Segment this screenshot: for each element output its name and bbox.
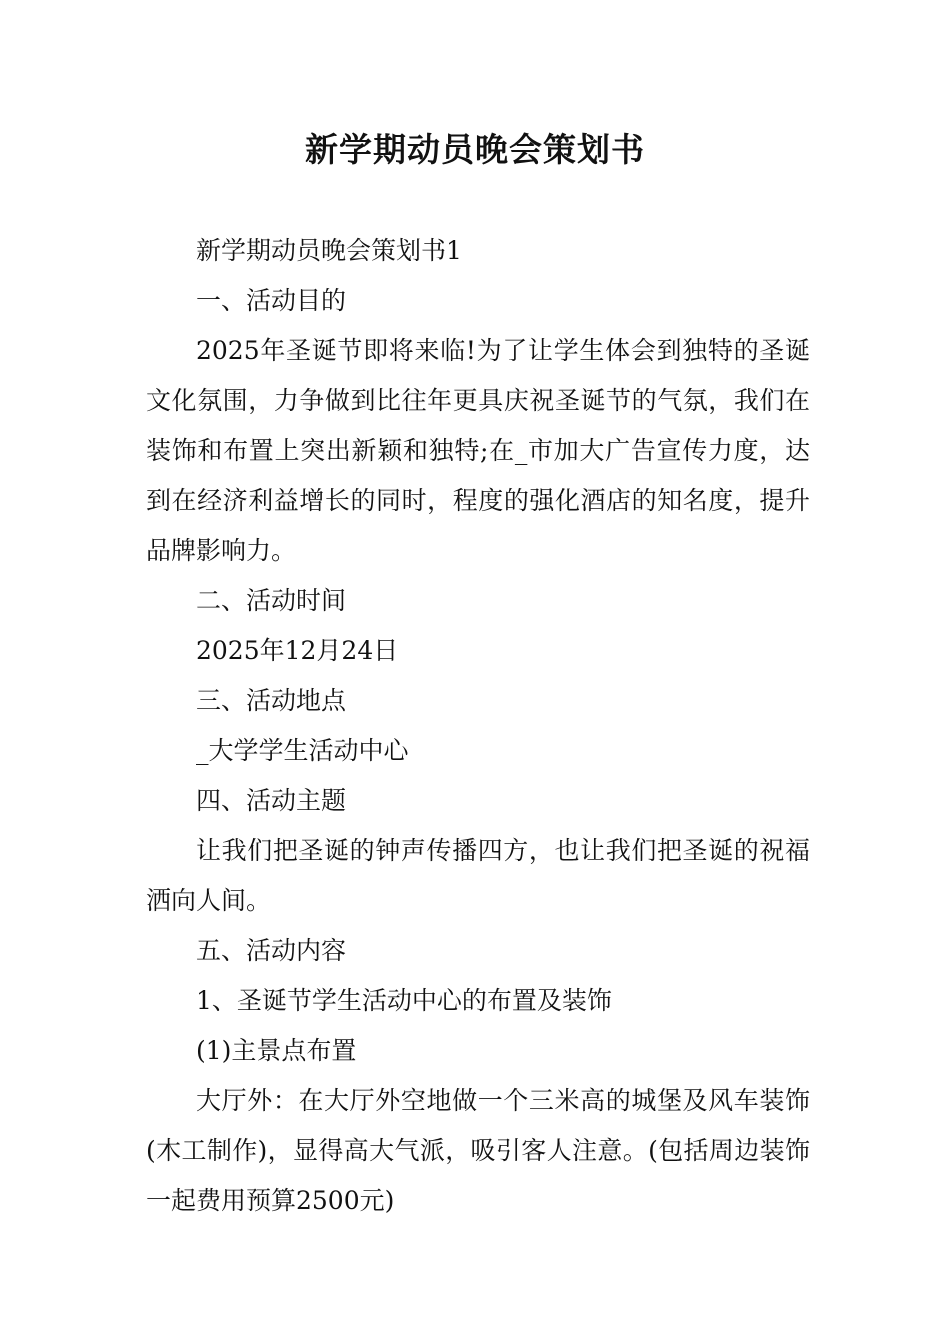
section-heading: 一、活动目的 bbox=[196, 286, 347, 315]
section-heading: 四、活动主题 bbox=[196, 786, 347, 815]
section-heading: 三、活动地点 bbox=[196, 686, 347, 715]
body-paragraph: 让我们把圣诞的钟声传播四方，也让我们把圣诞的祝福洒向人间。 bbox=[146, 836, 810, 915]
section-heading: 二、活动时间 bbox=[196, 586, 347, 615]
section-heading: 新学期动员晚会策划书1 bbox=[196, 236, 462, 265]
subsection-heading: 1、圣诞节学生活动中心的布置及装饰 bbox=[196, 986, 612, 1015]
body-paragraph: 2025年圣诞节即将来临!为了让学生体会到独特的圣诞文化氛围，力争做到比往年更具庆祝圣诞节的气氛，我们在装饰和布置上突出新颖和独特;在_市加大广告宣传力度，达到在经济利益增长的同时，程度的强化酒店的知名度，提升品牌影响力。 bbox=[146, 336, 810, 565]
document-body bbox=[146, 226, 810, 1226]
body-paragraph: _大学学生活动中心 bbox=[196, 736, 409, 765]
body-paragraph: 大厅外：在大厅外空地做一个三米高的城堡及风车装饰(木工制作)，显得高大气派，吸引客人注意。(包括周边装饰一起费用预算2500元) bbox=[146, 1086, 810, 1215]
document-title: 新学期动员晚会策划书 bbox=[305, 130, 645, 169]
section-heading: 五、活动内容 bbox=[196, 936, 347, 965]
body-paragraph: 2025年12月24日 bbox=[196, 636, 399, 665]
subsection-heading: (1)主景点布置 bbox=[196, 1036, 357, 1065]
